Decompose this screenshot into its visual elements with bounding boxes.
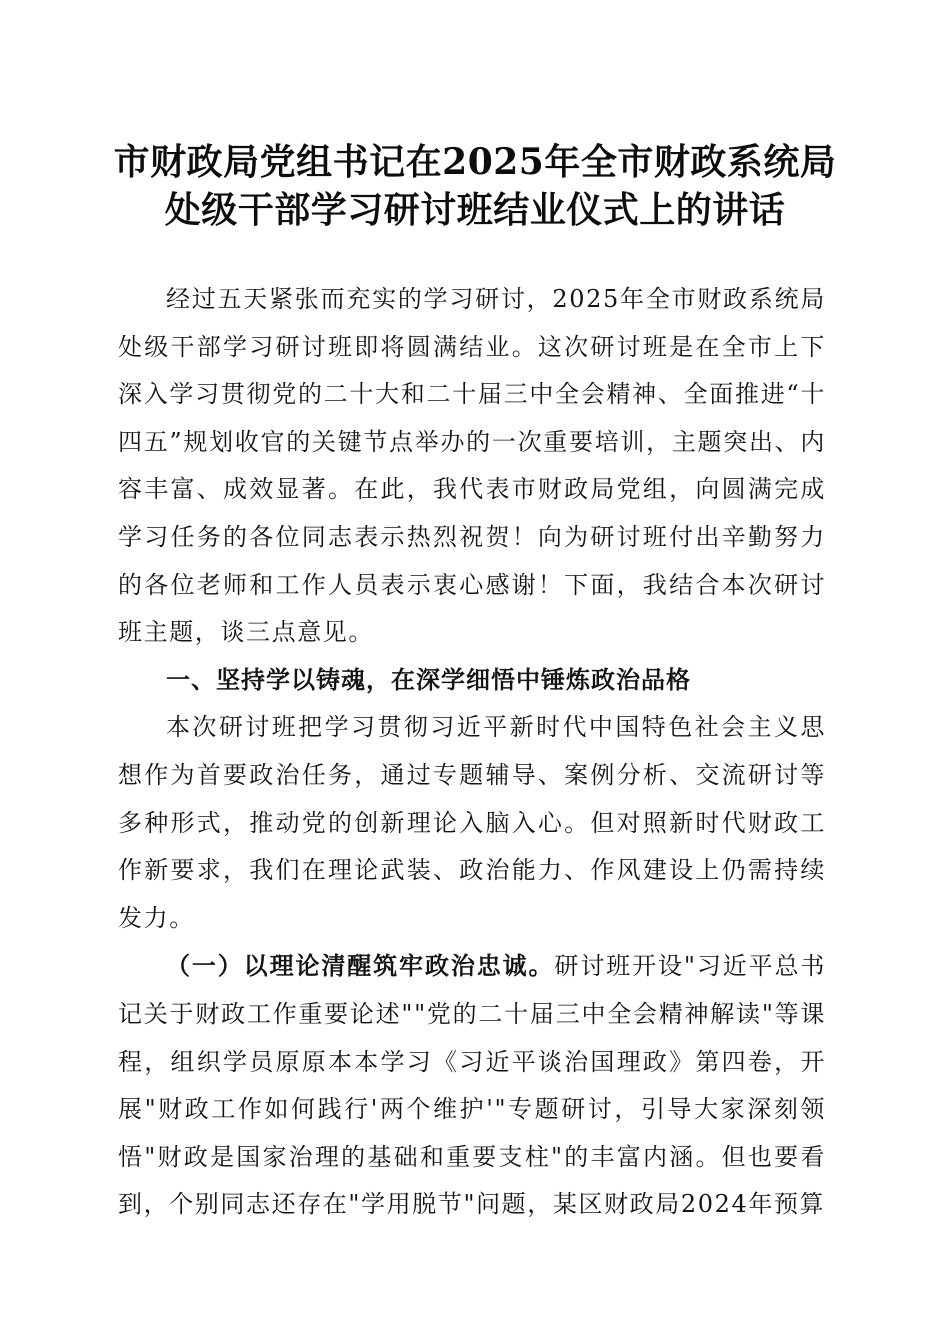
document-body <box>118 276 826 1229</box>
title-line-1: 市财政局党组书记在2025年全市财政系统局 <box>113 141 837 183</box>
subsection-1-text: 研讨班开设"习近平总书记关于财政工作重要论述""党的二十届三中全会精神解读"等课程，组织学员原原本本学习《习近平谈治国理政》第四卷，开展"财政工作如何践行'两个维护'"专题研讨，引导大家深刻领悟"财政是国家治理的基础和重要支柱"的丰富内涵。但也要看到，个别同志还存在"学用脱节"问题，某区财政局2024年预算 <box>118 952 827 1219</box>
section-heading-1: 一、坚持学以铸魂，在深学细悟中锤炼政治品格 <box>166 665 691 694</box>
section-1-paragraph: 本次研讨班把学习贯彻习近平新时代中国特色社会主义思想作为首要政治任务，通过专题辅导、案例分析、交流研讨等多种形式，推动党的创新理论入脑入心。但对照新时代财政工作新要求，我们在理论武装、政治能力、作风建设上仍需持续发力。 <box>118 713 826 932</box>
document-title <box>100 138 850 234</box>
title-line-2: 处级干部学习研讨班结业仪式上的讲话 <box>164 189 786 231</box>
subsection-1-paragraph <box>118 942 826 1229</box>
subsection-heading-1: （一）以理论清醒筑牢政治忠诚。 <box>166 951 555 981</box>
intro-paragraph: 经过五天紧张而充实的学习研讨，2025年全市财政系统局处级干部学习研讨班即将圆满结业。这次研讨班是在全市上下深入学习贯彻党的二十大和二十届三中全会精神、全面推进“十四五”规划收官的关键节点举办的一次重要培训，主题突出、内容丰富、成效显著。在此，我代表市财政局党组，向圆满完成学习任务的各位同志表示热烈祝贺！向为研讨班付出辛勤努力的各位老师和工作人员表示衷心感谢！下面，我结合本次研讨班主题，谈三点意见。 <box>118 285 826 647</box>
